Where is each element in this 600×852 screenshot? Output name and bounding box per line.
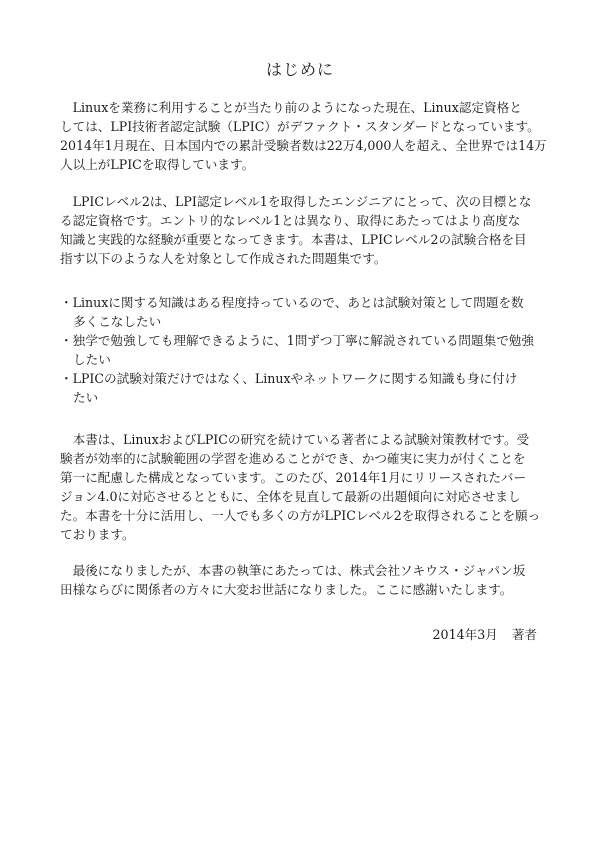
target-audience-list (60, 293, 540, 407)
text-line: Linuxを業務に利用することが当たり前のようになった現在、Linux認定資格と (60, 100, 522, 115)
text-line: 第一に配慮した構成となっています。このたび、2014年1月にリリースされたバー (60, 470, 527, 485)
list-item-continuation: したい (73, 352, 111, 367)
text-line: 田様ならびに関係者の方々に大変お世話になりました。ここに感謝いたします。 (60, 582, 513, 597)
text-line: る認定資格です。エントリ的なレベル1とは異なり、取得にあたってはより高度な (60, 213, 521, 228)
text-line: 2014年1月現在、日本国内での累計受験者数は22万4,000人を超え、全世界では14万 (60, 138, 547, 153)
text-line: 人以上がLPICを取得しています。 (60, 157, 255, 172)
paragraph-about-book (60, 430, 540, 544)
list-item: ・LPICの試験対策だけではなく、Linuxやネットワークに関する知識も身に付け (60, 371, 518, 386)
paragraph-intro (60, 98, 547, 174)
text-line: 指す以下のような人を対象として作成された問題集です。 (60, 251, 387, 266)
page-title: はじめに (265, 60, 334, 79)
signature-date: 2014年3月 (432, 627, 498, 642)
text-line: しては、LPI技術者認定試験（LPIC）がデファクト・スタンダードとなっています。 (60, 119, 540, 134)
text-line: ております。 (60, 527, 135, 542)
text-line: 験者が効率的に試験範囲の学習を進めることができ、かつ確実に実力が付くことを (60, 451, 526, 466)
text-line: 最後になりましたが、本書の執筆にあたっては、株式会社ソキウス・ジャパン坂 (60, 563, 526, 578)
text-line: 知識と実践的な経験が重要となってきます。本書は、LPICレベル2の試験合格を目 (60, 232, 527, 247)
signature-author: 著者 (511, 627, 537, 642)
list-item-continuation: たい (73, 390, 99, 405)
signature (433, 625, 537, 644)
list-item: ・Linuxに関する知識はある程度持っているので、あとは試験対策として問題を数 (60, 295, 524, 310)
paragraph-acknowledgement (60, 561, 540, 599)
list-item: ・独学で勉強しても理解できるように、1問ずつ丁寧に解説されている問題集で勉強 (60, 333, 534, 348)
paragraph-level2 (60, 192, 540, 268)
text-line: ジョン4.0に対応させるとともに、全体を見直して最新の出題傾向に対応させまし (60, 489, 521, 504)
list-item-continuation: 多くこなしたい (73, 314, 162, 329)
text-line: 本書は、LinuxおよびLPICの研究を続けている著者による試験対策教材です。受 (60, 432, 530, 447)
text-line: た。本書を十分に活用し、一人でも多くの方がLPICレベル2を取得されることを願っ (60, 508, 541, 523)
text-line: LPICレベル2は、LPI認定レベル1を取得したエンジニアにとって、次の目標とな (60, 194, 532, 209)
